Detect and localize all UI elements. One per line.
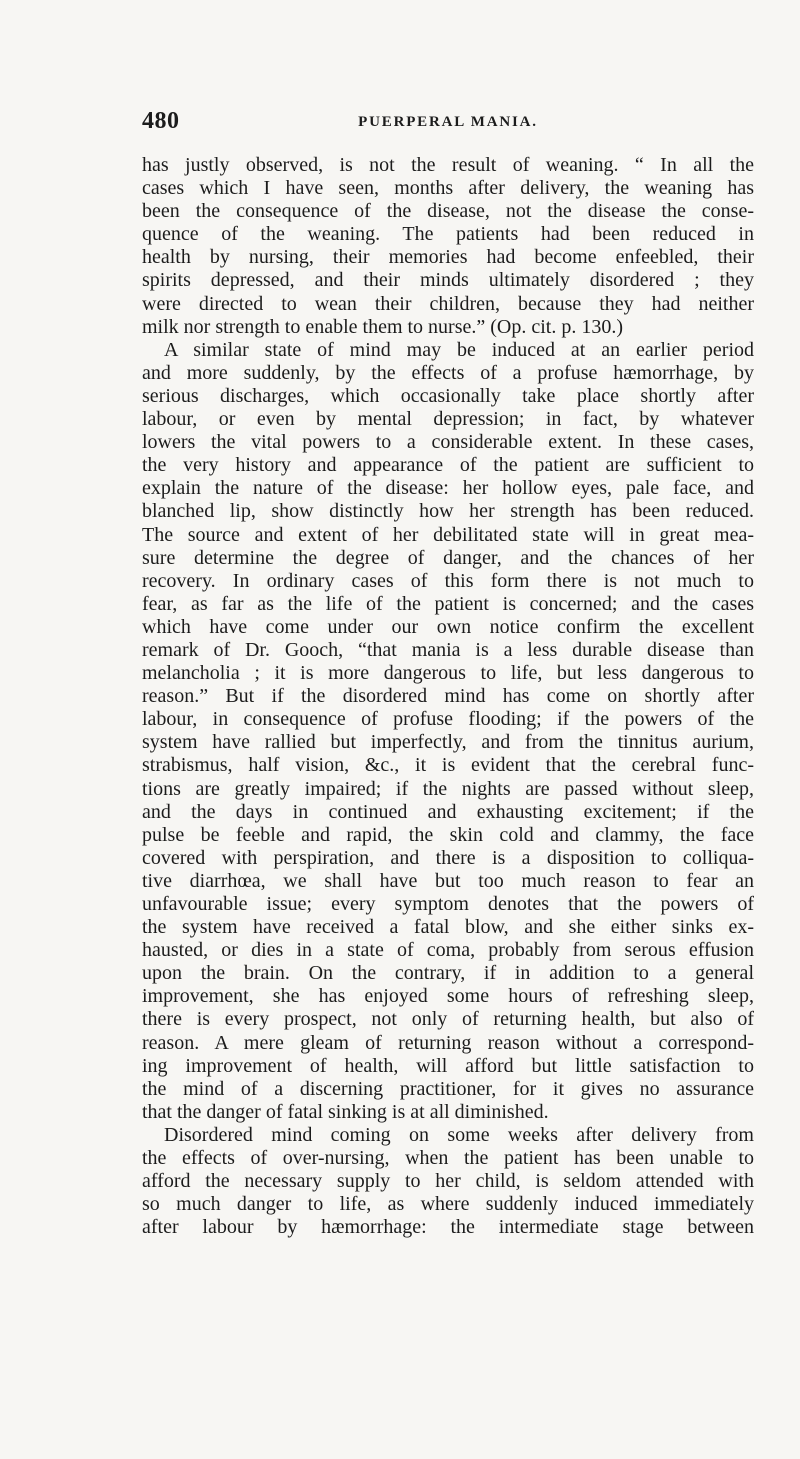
- text-line: the very history and appearance of the patient are sufficient to: [142, 454, 754, 477]
- text-line: milk nor strength to enable them to nurse.” (Op. cit. p. 130.): [142, 315, 624, 338]
- running-title: PUERPERAL MANIA.: [358, 114, 538, 130]
- text-line: pulse be feeble and rapid, the skin cold and clammy, the face: [142, 823, 754, 846]
- text-line: the mind of a discerning practitioner, for it gives no assurance: [142, 1077, 754, 1100]
- text-line: ing improvement of health, will afford but little satisfaction to: [142, 1054, 754, 1077]
- text-line: reason. A mere gleam of returning reason without a correspond-: [142, 1031, 754, 1054]
- text-line: improvement, she has enjoyed some hours of refreshing sleep,: [142, 985, 754, 1008]
- text-line: melancholia ; it is more dangerous to life, but less dangerous to: [142, 662, 754, 685]
- text-line: recovery. In ordinary cases of this form there is not much to: [142, 569, 754, 592]
- text-line: been the consequence of the disease, not the disease the conse-: [142, 200, 754, 223]
- text-line: were directed to wean their children, because they had neither: [142, 292, 754, 315]
- text-line: has justly observed, is not the result of weaning. “ In all the: [142, 154, 754, 176]
- text-line: remark of Dr. Gooch, “that mania is a less durable disease than: [142, 638, 754, 661]
- text-line: labour, or even by mental depression; in fact, by whatever: [142, 408, 754, 431]
- paragraph-start-line: A similar state of mind may be induced at an earlier period: [164, 338, 754, 361]
- text-line: labour, in consequence of profuse flooding; if the powers of the: [142, 708, 754, 731]
- text-line: The source and extent of her debilitated state will in great mea-: [142, 523, 754, 546]
- text-line: upon the brain. On the contrary, if in addition to a general: [142, 962, 754, 985]
- text-line: reason.” But if the disordered mind has come on shortly after: [142, 685, 754, 708]
- text-line: blanched lip, show distinctly how her strength has been reduced.: [142, 500, 754, 523]
- text-line: strabismus, half vision, &c., it is evident that the cerebral func-: [142, 754, 754, 777]
- text-line: system have rallied but imperfectly, and from the tinnitus aurium,: [142, 731, 754, 754]
- text-line: the effects of over-nursing, when the patient has been unable to: [142, 1147, 754, 1170]
- text-line: quence of the weaning. The patients had been reduced in: [142, 223, 754, 246]
- text-line: afford the necessary supply to her child, is seldom attended with: [142, 1170, 754, 1193]
- page-number: 480: [142, 108, 180, 134]
- text-line: tive diarrhœa, we shall have but too much reason to fear an: [142, 869, 754, 892]
- text-line: health by nursing, their memories had become enfeebled, their: [142, 246, 754, 269]
- text-line: explain the nature of the disease: her hollow eyes, pale face, and: [142, 477, 754, 500]
- text-line: lowers the vital powers to a considerable extent. In these cases,: [142, 431, 754, 454]
- text-line: covered with perspiration, and there is a disposition to colliqua-: [142, 846, 754, 869]
- running-head: [142, 108, 754, 138]
- text-line: so much danger to life, as where suddenly induced immediately: [142, 1193, 754, 1216]
- text-line: after labour by hæmorrhage: the intermediate stage between: [142, 1216, 754, 1239]
- text-line: hausted, or dies in a state of coma, probably from serous effusion: [142, 939, 754, 962]
- text-line: the system have received a fatal blow, and she either sinks ex-: [142, 916, 754, 939]
- text-line: fear, as far as the life of the patient is concerned; and the cases: [142, 592, 754, 615]
- text-line: and more suddenly, by the effects of a profuse hæmorrhage, by: [142, 361, 754, 384]
- text-line: and the days in continued and exhausting excitement; if the: [142, 800, 754, 823]
- text-line: there is every prospect, not only of returning health, but also of: [142, 1008, 754, 1031]
- body-text: [142, 154, 754, 1239]
- text-line: spirits depressed, and their minds ultimately disordered ; they: [142, 269, 754, 292]
- text-line: serious discharges, which occasionally take place shortly after: [142, 384, 754, 407]
- text-line: which have come under our own notice confirm the excellent: [142, 615, 754, 638]
- text-line: tions are greatly impaired; if the nights are passed without sleep,: [142, 777, 754, 800]
- text-line: sure determine the degree of danger, and the chances of her: [142, 546, 754, 569]
- text-line: cases which I have seen, months after delivery, the weaning has: [142, 177, 754, 200]
- text-line: that the danger of fatal sinking is at all diminished.: [142, 1100, 549, 1123]
- paragraph-start-line: Disordered mind coming on some weeks after delivery from: [164, 1123, 754, 1146]
- text-line: unfavourable issue; every symptom denotes that the powers of: [142, 893, 754, 915]
